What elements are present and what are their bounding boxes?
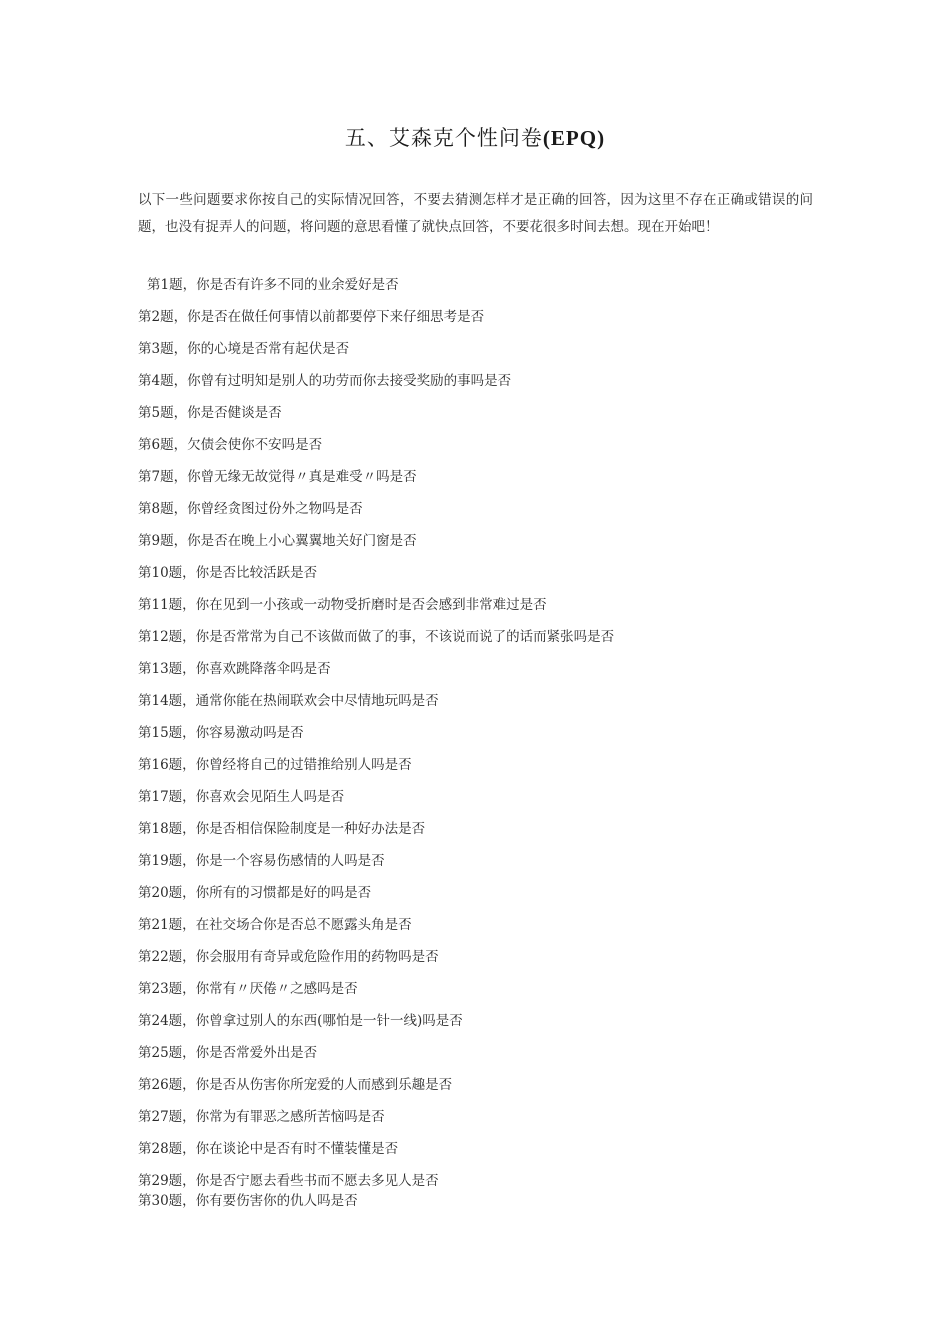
intro-paragraph: 以下一些问题要求你按自己的实际情况回答，不要去猜测怎样才是正确的回答，因为这里不存在正确或错误的问题，也没有捉弄人的问题，将问题的意思看懂了就快点回答，不要花很多时间去想。现在开始吧！ xyxy=(138,192,813,235)
question-item: 第1题，你是否有许多不同的业余爱好是否 xyxy=(147,277,399,293)
question-item: 第16题，你曾经将自己的过错推给别人吗是否 xyxy=(138,757,412,773)
question-item: 第9题，你是否在晚上小心翼翼地关好门窗是否 xyxy=(138,533,417,549)
question-item: 第17题，你喜欢会见陌生人吗是否 xyxy=(138,789,345,805)
question-item: 第23题，你常有〃厌倦〃之感吗是否 xyxy=(138,981,358,997)
page-title xyxy=(0,122,950,152)
question-item: 第27题，你常为有罪恶之感所苦恼吗是否 xyxy=(138,1109,385,1125)
question-item: 第5题，你是否健谈是否 xyxy=(138,405,282,421)
question-item: 第15题，你容易激动吗是否 xyxy=(138,725,304,741)
question-item: 第2题，你是否在做任何事情以前都要停下来仔细思考是否 xyxy=(138,309,485,325)
question-item: 第21题，在社交场合你是否总不愿露头角是否 xyxy=(138,917,412,933)
question-item: 第13题，你喜欢跳降落伞吗是否 xyxy=(138,661,331,677)
question-item: 第8题，你曾经贪图过份外之物吗是否 xyxy=(138,501,363,517)
question-item: 第3题，你的心境是否常有起伏是否 xyxy=(138,341,350,357)
question-item: 第30题，你有要伤害你的仇人吗是否 xyxy=(138,1193,358,1209)
title-code: (EPQ) xyxy=(542,126,606,150)
question-item: 第14题，通常你能在热闹联欢会中尽情地玩吗是否 xyxy=(138,693,439,709)
question-item: 第25题，你是否常爱外出是否 xyxy=(138,1045,318,1061)
question-item: 第12题，你是否常常为自己不该做而做了的事，不该说而说了的话而紧张吗是否 xyxy=(138,629,615,645)
question-item: 第10题，你是否比较活跃是否 xyxy=(138,565,318,581)
question-item: 第26题，你是否从伤害你所宠爱的人而感到乐趣是否 xyxy=(138,1077,453,1093)
question-list xyxy=(138,274,838,1222)
question-item: 第4题，你曾有过明知是别人的功劳而你去接受奖励的事吗是否 xyxy=(138,373,512,389)
question-item: 第18题，你是否相信保险制度是一种好办法是否 xyxy=(138,821,426,837)
question-item: 第20题，你所有的习惯都是好的吗是否 xyxy=(138,885,372,901)
question-item: 第19题，你是一个容易伤感情的人吗是否 xyxy=(138,853,385,869)
question-item: 第6题，欠债会使你不安吗是否 xyxy=(138,437,323,453)
question-item: 第29题，你是否宁愿去看些书而不愿去多见人是否 xyxy=(138,1173,439,1189)
question-item: 第7题，你曾无缘无故觉得〃真是难受〃吗是否 xyxy=(138,469,417,485)
question-item: 第11题，你在见到一小孩或一动物受折磨时是否会感到非常难过是否 xyxy=(138,597,547,613)
title-text: 五、艾森克个性问卷 xyxy=(344,126,543,150)
question-item: 第22题，你会服用有奇异或危险作用的药物吗是否 xyxy=(138,949,439,965)
question-item: 第24题，你曾拿过别人的东西(哪怕是一针一线)吗是否 xyxy=(138,1013,463,1029)
question-item: 第28题，你在谈论中是否有时不懂装懂是否 xyxy=(138,1141,399,1157)
